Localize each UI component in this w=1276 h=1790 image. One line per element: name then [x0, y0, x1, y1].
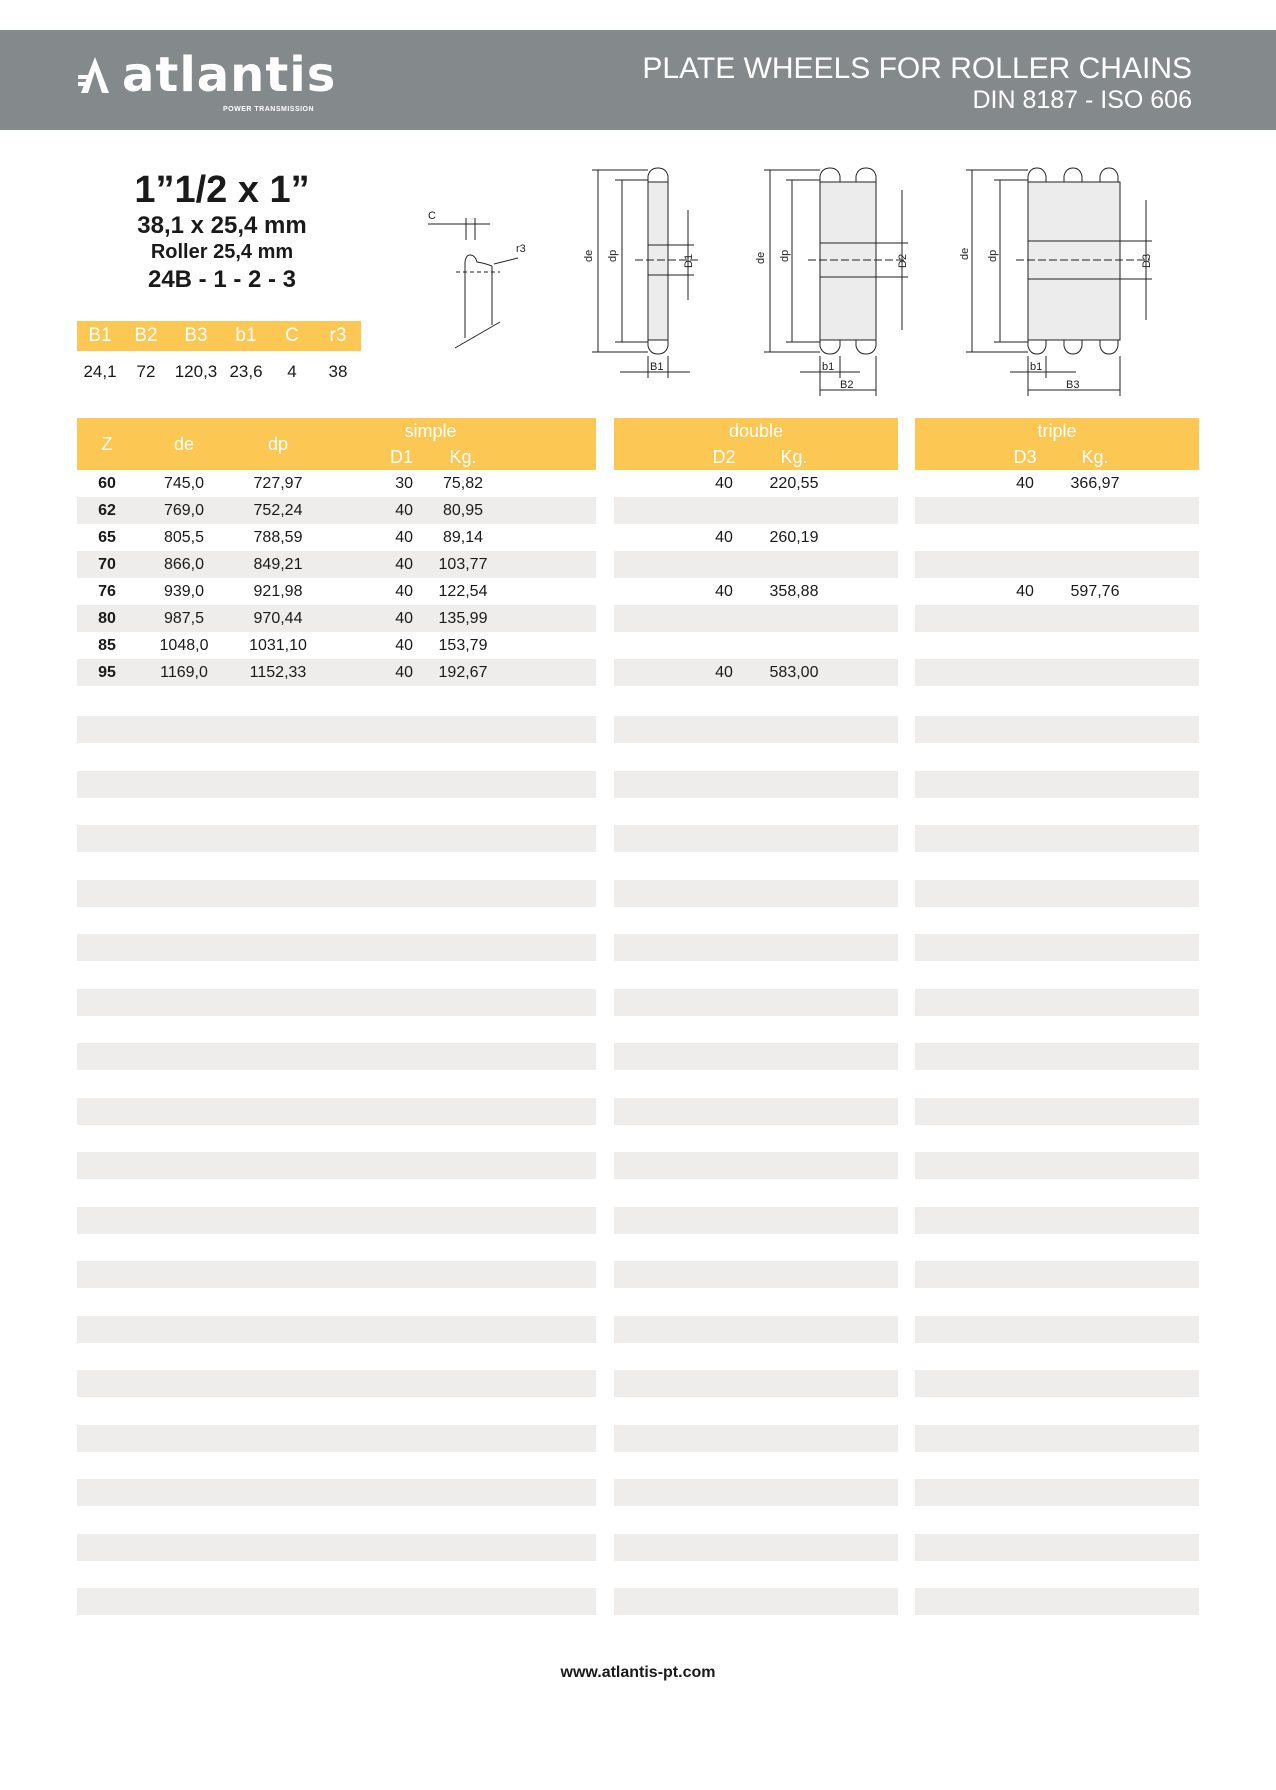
table-row	[915, 578, 1199, 605]
empty-row	[77, 1479, 596, 1506]
cell-d2: 40	[694, 659, 754, 686]
empty-row	[614, 1588, 898, 1615]
cell-de: 1048,0	[159, 636, 209, 654]
label-d3: D3	[1141, 253, 1153, 268]
cell-z: 95	[77, 659, 137, 686]
label-de-2: de	[755, 251, 767, 264]
cell-de: 866,0	[137, 551, 231, 578]
table-row	[77, 497, 596, 524]
empty-row	[77, 1043, 596, 1070]
cell-de: 1169,0	[137, 659, 231, 686]
chain-size: 1”1/2 x 1”	[134, 169, 310, 211]
header-d1: D1	[325, 444, 427, 470]
table-row	[614, 497, 898, 524]
cell-d1: 40	[325, 659, 427, 686]
cell-kg: 260,19	[769, 528, 819, 546]
empty-row	[915, 825, 1199, 852]
empty-row	[77, 1370, 596, 1397]
table-row	[77, 551, 596, 578]
cell-d3	[995, 659, 1055, 686]
empty-row	[614, 1425, 898, 1452]
header-d3: D3	[995, 444, 1055, 470]
simple-table	[77, 418, 596, 686]
label-de-3: de	[959, 247, 971, 260]
empty-row	[915, 771, 1199, 798]
cell-de: 939,0	[163, 582, 205, 600]
table-row	[77, 524, 596, 551]
page-title: PLATE WHEELS FOR ROLLER CHAINS	[642, 52, 1192, 85]
header-triple: triple	[915, 418, 1199, 444]
cell-kg	[1055, 605, 1135, 632]
header-d2: D2	[694, 444, 754, 470]
cell-d3	[995, 524, 1055, 551]
label-de-1: de	[583, 249, 595, 262]
cell-d2: 40	[715, 474, 733, 492]
empty-row	[614, 934, 898, 961]
dim-header-C: C	[269, 321, 315, 351]
empty-row	[915, 1207, 1199, 1234]
table-row	[915, 551, 1199, 578]
empty-row	[915, 1152, 1199, 1179]
table-row	[77, 632, 596, 659]
header-de: de	[137, 418, 231, 470]
cell-kg: 103,77	[427, 551, 499, 578]
empty-row	[915, 1534, 1199, 1561]
table-row	[915, 632, 1199, 659]
cell-z: 60	[98, 474, 116, 492]
cell-d1: 40	[395, 582, 413, 600]
header-kg-double: Kg.	[754, 444, 834, 470]
empty-row	[614, 1370, 898, 1397]
empty-row	[915, 1479, 1199, 1506]
label-b1-2: b1	[822, 361, 835, 373]
dim-value-B1: 24,1	[83, 362, 117, 381]
cell-dp: 1152,33	[231, 659, 325, 686]
empty-row	[915, 1425, 1199, 1452]
tooth-profile-drawing	[428, 210, 526, 348]
empty-row	[77, 1534, 596, 1561]
table-row	[614, 551, 898, 578]
cell-z: 85	[98, 636, 116, 654]
dim-header-B2: B2	[123, 321, 169, 351]
table-row	[77, 659, 596, 686]
cell-kg: 153,79	[438, 636, 488, 654]
empty-row	[614, 1479, 898, 1506]
empty-row	[77, 1152, 596, 1179]
label-d1: D1	[683, 253, 695, 268]
cell-d3: 40	[1016, 474, 1034, 492]
table-row	[614, 524, 898, 551]
cell-dp: 1031,10	[249, 636, 307, 654]
chain-metric-size: 38,1 x 25,4 mm	[137, 212, 307, 239]
empty-row	[614, 716, 898, 743]
atlantis-logo-icon	[78, 55, 112, 95]
label-d2: D2	[897, 253, 909, 268]
empty-row	[915, 934, 1199, 961]
empty-row	[614, 1316, 898, 1343]
empty-row	[915, 989, 1199, 1016]
empty-row	[77, 1207, 596, 1234]
table-row	[614, 632, 898, 659]
empty-row	[614, 1534, 898, 1561]
empty-row	[614, 989, 898, 1016]
empty-row	[614, 771, 898, 798]
label-r3: r3	[516, 243, 526, 255]
cell-kg	[754, 497, 834, 524]
empty-row	[915, 1261, 1199, 1288]
empty-row	[77, 880, 596, 907]
footer-url[interactable]: www.atlantis-pt.com	[560, 1664, 716, 1681]
header-double: double	[614, 418, 898, 444]
empty-row	[614, 1098, 898, 1125]
header-dp: dp	[231, 418, 325, 470]
header-z: Z	[77, 418, 137, 470]
table-row	[614, 605, 898, 632]
roller-size: Roller 25,4 mm	[150, 241, 294, 263]
cell-dp: 788,59	[253, 528, 303, 546]
cell-kg: 75,82	[442, 474, 484, 492]
header-bar	[0, 30, 1276, 130]
cell-de: 805,5	[163, 528, 205, 546]
empty-row	[77, 716, 596, 743]
cell-de: 769,0	[137, 497, 231, 524]
cell-kg: 80,95	[427, 497, 499, 524]
cell-kg	[1055, 551, 1135, 578]
cell-kg	[1055, 632, 1135, 659]
table-row	[614, 578, 898, 605]
empty-row	[77, 1316, 596, 1343]
dim-header-B1: B1	[77, 321, 123, 351]
chain-code: 24B - 1 - 2 - 3	[147, 266, 297, 293]
table-row	[915, 497, 1199, 524]
triple-sprocket-drawing	[959, 168, 1153, 396]
label-dp-2: dp	[779, 249, 791, 262]
label-B2: B2	[840, 379, 854, 391]
cell-d2	[694, 551, 754, 578]
empty-row	[915, 1588, 1199, 1615]
cell-kg	[1055, 524, 1135, 551]
double-table	[614, 418, 898, 686]
double-sprocket-drawing	[755, 168, 909, 396]
dim-header-B3: B3	[169, 321, 223, 351]
cell-d1: 40	[395, 528, 413, 546]
table-row	[77, 470, 596, 497]
table-row	[614, 470, 898, 497]
cell-d1: 40	[395, 636, 413, 654]
cell-d1: 40	[325, 551, 427, 578]
table-row	[77, 605, 596, 632]
dim-value-B3: 120,3	[174, 362, 218, 381]
empty-row	[915, 1098, 1199, 1125]
empty-row	[915, 1043, 1199, 1070]
table-row	[77, 578, 596, 605]
cell-d3: 40	[1016, 582, 1034, 600]
logo-text: atlantis	[122, 47, 337, 103]
cell-d3	[995, 632, 1055, 659]
page-subtitle: DIN 8187 - ISO 606	[972, 86, 1192, 114]
cell-z: 62	[77, 497, 137, 524]
empty-row	[614, 1043, 898, 1070]
dim-header-b1: b1	[223, 321, 269, 351]
table-row	[915, 659, 1199, 686]
logo-subtitle: POWER TRANSMISSION	[223, 106, 315, 113]
empty-row	[915, 1370, 1199, 1397]
cell-d2	[694, 605, 754, 632]
cell-d2: 40	[715, 528, 733, 546]
cell-d2: 40	[715, 582, 733, 600]
dim-header-r3: r3	[315, 321, 361, 351]
cell-d3	[995, 551, 1055, 578]
cell-z: 65	[98, 528, 116, 546]
empty-row	[614, 1152, 898, 1179]
empty-row	[614, 1207, 898, 1234]
cell-d1: 30	[395, 474, 413, 492]
table-row	[915, 605, 1199, 632]
label-b1-3: b1	[1030, 361, 1043, 373]
cell-de: 987,5	[137, 605, 231, 632]
cell-kg	[1055, 497, 1135, 524]
simple-sprocket-drawing	[583, 168, 700, 378]
label-dp-3: dp	[987, 249, 999, 262]
cell-kg: 366,97	[1070, 474, 1120, 492]
table-row	[614, 659, 898, 686]
triple-table	[915, 418, 1199, 686]
cell-kg	[754, 632, 834, 659]
label-dp-1: dp	[607, 249, 619, 262]
empty-row	[77, 1425, 596, 1452]
cell-kg: 89,14	[442, 528, 484, 546]
empty-row	[915, 1316, 1199, 1343]
empty-row	[77, 989, 596, 1016]
cell-dp: 970,44	[231, 605, 325, 632]
logo	[78, 47, 337, 113]
cell-dp: 921,98	[253, 582, 303, 600]
empty-row	[77, 771, 596, 798]
cell-d3	[995, 497, 1055, 524]
cell-kg	[1055, 659, 1135, 686]
cell-kg	[754, 551, 834, 578]
cell-de: 745,0	[163, 474, 205, 492]
header-kg-triple: Kg.	[1055, 444, 1135, 470]
cell-kg	[754, 605, 834, 632]
cell-dp: 849,21	[231, 551, 325, 578]
cell-kg: 192,67	[427, 659, 499, 686]
cell-kg: 358,88	[769, 582, 819, 600]
empty-row	[77, 1261, 596, 1288]
dim-value-r3: 38	[328, 362, 348, 381]
empty-row	[915, 880, 1199, 907]
empty-row	[614, 880, 898, 907]
cell-z: 80	[77, 605, 137, 632]
cell-dp: 727,97	[253, 474, 303, 492]
cell-d3	[995, 605, 1055, 632]
cell-kg: 583,00	[754, 659, 834, 686]
cell-dp: 752,24	[231, 497, 325, 524]
cell-kg: 135,99	[427, 605, 499, 632]
cell-z: 70	[77, 551, 137, 578]
empty-row	[915, 716, 1199, 743]
dim-value-C: 4	[287, 362, 297, 381]
cell-kg: 122,54	[438, 582, 488, 600]
cell-z: 76	[98, 582, 116, 600]
cell-kg: 597,76	[1070, 582, 1120, 600]
dim-value-B2: 72	[136, 362, 156, 381]
label-c: C	[428, 210, 436, 222]
dim-value-b1: 23,6	[229, 362, 263, 381]
empty-row	[77, 1588, 596, 1615]
header-simple: simple	[325, 418, 596, 444]
empty-row	[614, 825, 898, 852]
technical-drawings	[0, 150, 1276, 410]
cell-d2	[694, 497, 754, 524]
empty-row	[77, 934, 596, 961]
empty-row	[77, 825, 596, 852]
header-kg-simple: Kg.	[427, 444, 499, 470]
empty-row	[614, 1261, 898, 1288]
cell-kg: 220,55	[769, 474, 819, 492]
cell-d2	[694, 632, 754, 659]
label-B1: B1	[650, 361, 664, 373]
empty-row	[77, 1098, 596, 1125]
cell-d1: 40	[325, 497, 427, 524]
label-B3: B3	[1066, 379, 1080, 391]
table-row	[915, 524, 1199, 551]
table-row	[915, 470, 1199, 497]
cell-d1: 40	[325, 605, 427, 632]
